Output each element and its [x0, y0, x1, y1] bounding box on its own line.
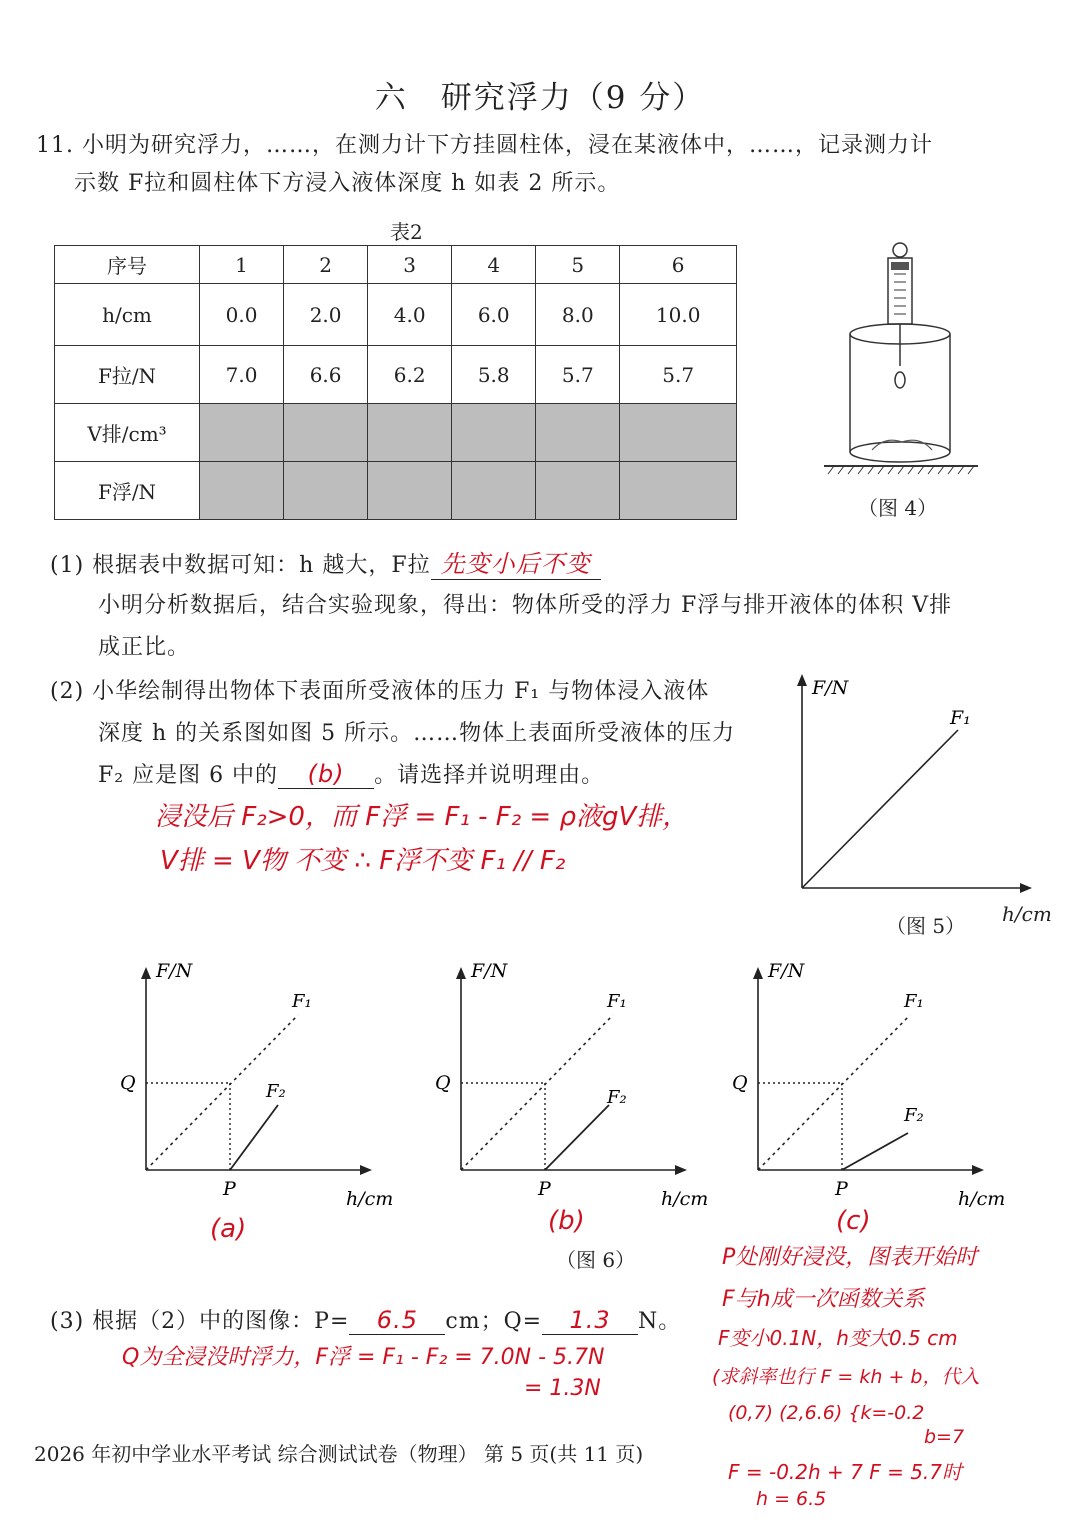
table-cell-shaded — [200, 462, 284, 520]
side-note-8: h = 6.5 — [756, 1488, 827, 1510]
fig6c-p-label: P — [835, 1178, 848, 1200]
question-line-1: 11. 小明为研究浮力，……，在测力计下方挂圆柱体，浸在某液体中，……，记录测力计 — [36, 133, 933, 158]
part3-p-answer: 6.5 — [349, 1306, 445, 1335]
fig6c-f2-line — [842, 1133, 908, 1170]
part2-prefix: F₂ 应是图 6 中的 — [98, 763, 279, 788]
fig6-panel-c — [722, 955, 1022, 1220]
fig6b-f2-line — [545, 1105, 609, 1170]
part3-q-answer: 1.3 — [542, 1306, 638, 1335]
table-header-cell: 4 — [452, 246, 536, 284]
table-cell: 0.0 — [200, 284, 284, 346]
fig6a-f1-label: F₁ — [292, 991, 312, 1012]
fig6c-ylabel: F/N — [768, 960, 805, 982]
table-cell: 6.6 — [284, 346, 368, 404]
fig6a-hand-label: (a) — [210, 1214, 247, 1244]
table-header-cell: 2 — [284, 246, 368, 284]
table-row-label: F拉/N — [55, 346, 200, 404]
fig6b-p-label: P — [538, 1178, 551, 1200]
table-cell-shaded — [368, 404, 452, 462]
part1-prefix: (1) 根据表中数据可知：h 越大，F拉 — [50, 553, 431, 578]
part2-line-1: (2) 小华绘制得出物体下表面所受液体的压力 F₁ 与物体浸入液体 — [50, 679, 710, 704]
fig6b-f1-label: F₁ — [607, 991, 627, 1012]
part3-mid: cm；Q= — [445, 1309, 543, 1334]
part2-handwriting-2: V排 = V物 不变 ∴ F浮不变 F₁ // F₂ — [160, 846, 566, 876]
side-note-3: F变小0.1N，h变大0.5 cm — [718, 1326, 958, 1350]
part2-suffix: 。请选择并说明理由。 — [374, 763, 605, 788]
table-row — [55, 284, 737, 346]
table-cell: 6.0 — [452, 284, 536, 346]
table-header-cell: 3 — [368, 246, 452, 284]
table-cell-shaded — [536, 462, 620, 520]
part3-handwriting-1: Q为全浸没时浮力，F浮 = F₁ - F₂ = 7.0N - 5.7N — [122, 1345, 605, 1370]
table-cell-shaded — [284, 404, 368, 462]
fig5-caption: （图 5） — [886, 914, 966, 938]
table-cell: 10.0 — [620, 284, 737, 346]
table-cell-shaded — [452, 404, 536, 462]
fig6a-xlabel: h/cm — [346, 1188, 394, 1210]
fig6c-hand-label: (c) — [836, 1206, 871, 1236]
fig6a-ylabel: F/N — [156, 960, 193, 982]
table-cell: 5.7 — [620, 346, 737, 404]
side-note-4: (求斜率也行 F = kh + b，代入 — [712, 1366, 980, 1388]
side-note-6: b=7 — [924, 1426, 965, 1448]
fig5-x-arrow — [1020, 883, 1032, 893]
fig6c-q-label: Q — [732, 1072, 748, 1094]
table-cell: 4.0 — [368, 284, 452, 346]
table-header-cell: 1 — [200, 246, 284, 284]
table-row-label: V排/cm³ — [55, 404, 200, 462]
question-line-2: 示数 F拉和圆柱体下方浸入液体深度 h 如表 2 所示。 — [74, 171, 621, 196]
table-cell-shaded — [536, 404, 620, 462]
table-cell: 2.0 — [284, 284, 368, 346]
table-caption: 表2 — [390, 220, 423, 244]
fig5-xlabel: h/cm — [1002, 902, 1052, 926]
table-header-cell: 5 — [536, 246, 620, 284]
page-footer: 2026 年初中学业水平考试 综合测试试卷（物理） 第 5 页(共 11 页) — [34, 1442, 644, 1466]
fig6b-xlabel: h/cm — [661, 1188, 709, 1210]
table-cell-shaded — [200, 404, 284, 462]
fig5-f1-line — [802, 730, 958, 888]
fig6c-f1-label: F₁ — [904, 991, 924, 1012]
fig6a-q-label: Q — [120, 1072, 136, 1094]
part1-line-1 — [50, 544, 601, 580]
table-header-cell: 序号 — [55, 246, 200, 284]
table-row-label: h/cm — [55, 284, 200, 346]
fig5-f1-label: F₁ — [950, 707, 971, 729]
part2-answer: (b) — [278, 760, 374, 789]
fig5-y-arrow — [797, 674, 807, 686]
part1-answer: 先变小后不变 — [431, 544, 601, 580]
fig6b-hand-label: (b) — [548, 1206, 585, 1236]
fig5-ylabel: F/N — [812, 677, 849, 699]
table-cell: 5.7 — [536, 346, 620, 404]
part2-line-2: 深度 h 的关系图如图 5 所示。……物体上表面所受液体的压力 — [98, 721, 736, 746]
side-note-5: (0,7) (2,6.6) {k=-0.2 — [728, 1402, 925, 1424]
table-header-row — [55, 246, 737, 284]
table-cell-shaded — [284, 462, 368, 520]
fig6-panel-a — [110, 955, 410, 1220]
part3-handwriting-2: = 1.3N — [524, 1376, 601, 1401]
fig6b-q-label: Q — [435, 1072, 451, 1094]
fig6c-f1-line — [758, 1015, 910, 1170]
side-note-7: F = -0.2h + 7 F = 5.7时 — [728, 1460, 963, 1484]
fig6b-ylabel: F/N — [471, 960, 508, 982]
part2-line-3 — [98, 758, 604, 789]
part1-line-3: 成正比。 — [98, 635, 191, 660]
table-cell-shaded — [452, 462, 536, 520]
fig6b-f1-line — [461, 1015, 613, 1170]
part3-line — [50, 1304, 681, 1335]
fig6b-f2-label: F₂ — [607, 1087, 627, 1108]
table-cell: 7.0 — [200, 346, 284, 404]
section-title: 六 研究浮力（9 分） — [374, 80, 706, 116]
fig6c-xlabel: h/cm — [958, 1188, 1006, 1210]
part1-line-2: 小明分析数据后，结合实验现象，得出：物体所受的浮力 F浮与排开液体的体积 V排 — [98, 593, 953, 618]
table-row — [55, 404, 737, 462]
fig6a-p-label: P — [223, 1178, 236, 1200]
fig6a-f2-line — [230, 1105, 278, 1170]
fig4-caption: （图 4） — [858, 496, 938, 520]
part2-handwriting-1: 浸没后 F₂>0，而 F浮 = F₁ - F₂ = ρ液gV排， — [155, 802, 689, 832]
table-cell-shaded — [620, 462, 737, 520]
table-row — [55, 346, 737, 404]
table-header-cell: 6 — [620, 246, 737, 284]
fig5-graph — [790, 670, 1070, 900]
side-note-1: P处刚好浸没，图表开始时 — [722, 1245, 978, 1270]
table-cell: 5.8 — [452, 346, 536, 404]
table-row-label: F浮/N — [55, 462, 200, 520]
fig6-panel-b — [425, 955, 725, 1220]
part3-prefix: (3) 根据（2）中的图像：P= — [50, 1309, 350, 1334]
table-cell: 6.2 — [368, 346, 452, 404]
table-cell-shaded — [620, 404, 737, 462]
data-table — [54, 245, 737, 520]
fig6-caption: （图 6） — [556, 1248, 636, 1272]
table-cell: 8.0 — [536, 284, 620, 346]
table-row — [55, 462, 737, 520]
part3-suffix: N。 — [638, 1309, 682, 1334]
side-note-2: F与h成一次函数关系 — [722, 1287, 925, 1312]
fig4-apparatus — [810, 238, 990, 478]
fig6a-f2-label: F₂ — [266, 1081, 286, 1102]
fig6c-f2-label: F₂ — [904, 1105, 924, 1126]
table-cell-shaded — [368, 462, 452, 520]
